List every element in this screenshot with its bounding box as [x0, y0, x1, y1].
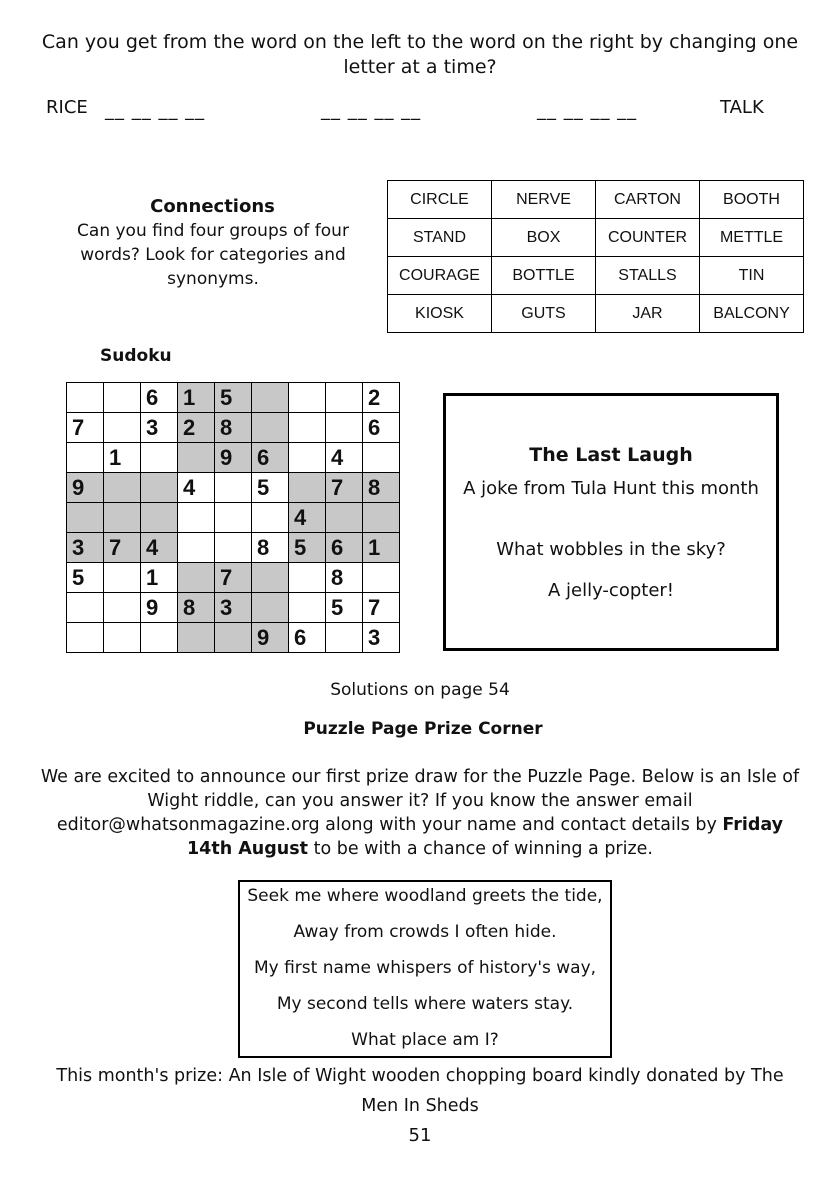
riddle-line: My second tells where waters stay.: [276, 994, 574, 1014]
sudoku-cell[interactable]: [215, 533, 252, 563]
riddle-line: Seek me where woodland greets the tide,: [247, 886, 603, 906]
sudoku-cell[interactable]: [104, 383, 141, 413]
connections-word: BOTTLE: [492, 257, 596, 295]
sudoku-cell[interactable]: [289, 593, 326, 623]
sudoku-cell[interactable]: [289, 383, 326, 413]
sudoku-cell[interactable]: [178, 623, 215, 653]
sudoku-cell[interactable]: 6: [326, 533, 363, 563]
connections-grid: [387, 180, 804, 333]
joke-question: What wobbles in the sky?: [496, 539, 726, 560]
sudoku-cell[interactable]: [252, 413, 289, 443]
connections-word: COUNTER: [596, 219, 700, 257]
sudoku-cell[interactable]: [67, 623, 104, 653]
riddle-line: My first name whispers of history's way,: [253, 958, 597, 978]
sudoku-cell[interactable]: [326, 413, 363, 443]
sudoku-cell[interactable]: [104, 593, 141, 623]
word-ladder-intro: Can you get from the word on the left to the word on the right by changing one letter at a time?: [41, 31, 799, 78]
connections-row: [388, 219, 804, 257]
sudoku-cell[interactable]: 3: [215, 593, 252, 623]
prize-desc-text: We are excited to announce our first prize draw for the Puzzle Page. Below is an Isle of Wight riddle, can you answer it? If you know the answer email editor@whatsonmagazine.org along with your name and contact details by: [40, 767, 800, 835]
sudoku-cell[interactable]: 2: [363, 383, 400, 413]
sudoku-cell[interactable]: 4: [141, 533, 178, 563]
sudoku-cell[interactable]: 6: [252, 443, 289, 473]
sudoku-row: [67, 383, 400, 413]
connections-word: JAR: [596, 295, 700, 333]
sudoku-cell[interactable]: 8: [326, 563, 363, 593]
sudoku-cell[interactable]: [289, 563, 326, 593]
prize-corner-title: Puzzle Page Prize Corner: [303, 719, 543, 739]
sudoku-cell[interactable]: 7: [104, 533, 141, 563]
sudoku-cell[interactable]: 4: [178, 473, 215, 503]
sudoku-cell[interactable]: [67, 593, 104, 623]
connections-word: STALLS: [596, 257, 700, 295]
sudoku-cell[interactable]: 1: [178, 383, 215, 413]
sudoku-cell[interactable]: 4: [289, 503, 326, 533]
sudoku-cell[interactable]: 5: [289, 533, 326, 563]
sudoku-cell[interactable]: 1: [104, 443, 141, 473]
ladder-blank-3: __ __ __ __: [537, 100, 638, 121]
sudoku-cell[interactable]: 2: [178, 413, 215, 443]
sudoku-cell[interactable]: 3: [141, 413, 178, 443]
sudoku-cell[interactable]: [252, 383, 289, 413]
sudoku-row: [67, 623, 400, 653]
sudoku-cell[interactable]: [141, 443, 178, 473]
riddle-line: Away from crowds I often hide.: [293, 922, 557, 942]
sudoku-cell[interactable]: 7: [67, 413, 104, 443]
connections-word: NERVE: [492, 181, 596, 219]
connections-word: CIRCLE: [388, 181, 492, 219]
sudoku-cell[interactable]: 8: [178, 593, 215, 623]
sudoku-cell[interactable]: [104, 413, 141, 443]
sudoku-cell[interactable]: [141, 473, 178, 503]
last-laugh-subtitle: A joke from Tula Hunt this month: [463, 478, 759, 499]
sudoku-row: [67, 593, 400, 623]
connections-word: GUTS: [492, 295, 596, 333]
sudoku-cell[interactable]: 6: [363, 413, 400, 443]
sudoku-row: [67, 473, 400, 503]
sudoku-cell[interactable]: 3: [363, 623, 400, 653]
sudoku-cell[interactable]: [289, 473, 326, 503]
sudoku-cell[interactable]: 5: [67, 563, 104, 593]
sudoku-cell[interactable]: [363, 563, 400, 593]
connections-word: BOOTH: [700, 181, 804, 219]
ladder-start-word: RICE: [46, 97, 88, 118]
sudoku-cell[interactable]: [252, 563, 289, 593]
prize-details: This month's prize: An Isle of Wight wooden chopping board kindly donated by The Men In Sheds: [56, 1066, 784, 1116]
connections-word: BALCONY: [700, 295, 804, 333]
prize-description: [40, 765, 800, 861]
sudoku-cell[interactable]: [104, 503, 141, 533]
sudoku-cell[interactable]: 8: [252, 533, 289, 563]
riddle-line: What place am I?: [351, 1030, 499, 1050]
page-number: 51: [408, 1125, 432, 1146]
sudoku-grid: [66, 382, 400, 653]
sudoku-cell[interactable]: 5: [252, 473, 289, 503]
sudoku-cell[interactable]: [289, 443, 326, 473]
sudoku-cell[interactable]: [363, 443, 400, 473]
sudoku-cell[interactable]: [178, 443, 215, 473]
sudoku-cell[interactable]: 9: [67, 473, 104, 503]
sudoku-cell[interactable]: 8: [363, 473, 400, 503]
sudoku-cell[interactable]: 8: [215, 413, 252, 443]
sudoku-cell[interactable]: [326, 383, 363, 413]
sudoku-cell[interactable]: [104, 623, 141, 653]
ladder-blank-2: __ __ __ __: [321, 100, 422, 121]
solutions-note: Solutions on page 54: [330, 680, 510, 700]
connections-word: BOX: [492, 219, 596, 257]
sudoku-cell[interactable]: 1: [141, 563, 178, 593]
sudoku-cell[interactable]: [289, 413, 326, 443]
sudoku-cell[interactable]: 9: [141, 593, 178, 623]
sudoku-cell[interactable]: [67, 443, 104, 473]
sudoku-title: Sudoku: [100, 346, 172, 366]
last-laugh-box: [443, 393, 779, 651]
ladder-end-word: TALK: [720, 97, 764, 118]
sudoku-cell[interactable]: 7: [326, 473, 363, 503]
connections-word: COURAGE: [388, 257, 492, 295]
connections-word: METTLE: [700, 219, 804, 257]
sudoku-cell[interactable]: [215, 623, 252, 653]
sudoku-cell[interactable]: [326, 503, 363, 533]
sudoku-cell[interactable]: 5: [215, 383, 252, 413]
sudoku-cell[interactable]: [326, 623, 363, 653]
connections-row: [388, 257, 804, 295]
sudoku-cell[interactable]: [104, 473, 141, 503]
sudoku-row: [67, 413, 400, 443]
connections-word: CARTON: [596, 181, 700, 219]
sudoku-cell[interactable]: 6: [141, 383, 178, 413]
sudoku-row: [67, 533, 400, 563]
sudoku-cell[interactable]: 7: [363, 593, 400, 623]
riddle-box: [238, 880, 612, 1058]
last-laugh-title: The Last Laugh: [529, 444, 693, 466]
sudoku-cell[interactable]: [252, 593, 289, 623]
sudoku-cell[interactable]: [178, 503, 215, 533]
sudoku-cell[interactable]: [141, 503, 178, 533]
sudoku-cell[interactable]: [363, 503, 400, 533]
sudoku-cell[interactable]: [141, 623, 178, 653]
ladder-blank-1: __ __ __ __: [105, 100, 206, 121]
sudoku-cell[interactable]: 5: [326, 593, 363, 623]
joke-answer: A jelly-copter!: [547, 580, 675, 601]
sudoku-row: [67, 563, 400, 593]
sudoku-cell[interactable]: 6: [289, 623, 326, 653]
sudoku-cell[interactable]: 9: [215, 443, 252, 473]
sudoku-cell[interactable]: 7: [215, 563, 252, 593]
sudoku-cell[interactable]: 9: [252, 623, 289, 653]
sudoku-cell[interactable]: 1: [363, 533, 400, 563]
sudoku-cell[interactable]: [215, 503, 252, 533]
sudoku-cell[interactable]: [67, 503, 104, 533]
sudoku-cell[interactable]: 3: [67, 533, 104, 563]
connections-description: Can you find four groups of four words? Look for categories and synonyms.: [77, 221, 349, 289]
connections-word: STAND: [388, 219, 492, 257]
sudoku-row: [67, 443, 400, 473]
sudoku-cell[interactable]: 4: [326, 443, 363, 473]
sudoku-cell[interactable]: [67, 383, 104, 413]
prize-deadline: Friday 14th August: [186, 815, 784, 859]
connections-row: [388, 295, 804, 333]
sudoku-cell[interactable]: [215, 473, 252, 503]
connections-row: [388, 181, 804, 219]
prize-desc-tail: to be with a chance of winning a prize.: [308, 839, 653, 859]
sudoku-cell[interactable]: [104, 563, 141, 593]
connections-title: Connections: [150, 196, 275, 217]
sudoku-cell[interactable]: [178, 563, 215, 593]
connections-word: KIOSK: [388, 295, 492, 333]
connections-word: TIN: [700, 257, 804, 295]
sudoku-cell[interactable]: [252, 503, 289, 533]
sudoku-row: [67, 503, 400, 533]
sudoku-cell[interactable]: [178, 533, 215, 563]
